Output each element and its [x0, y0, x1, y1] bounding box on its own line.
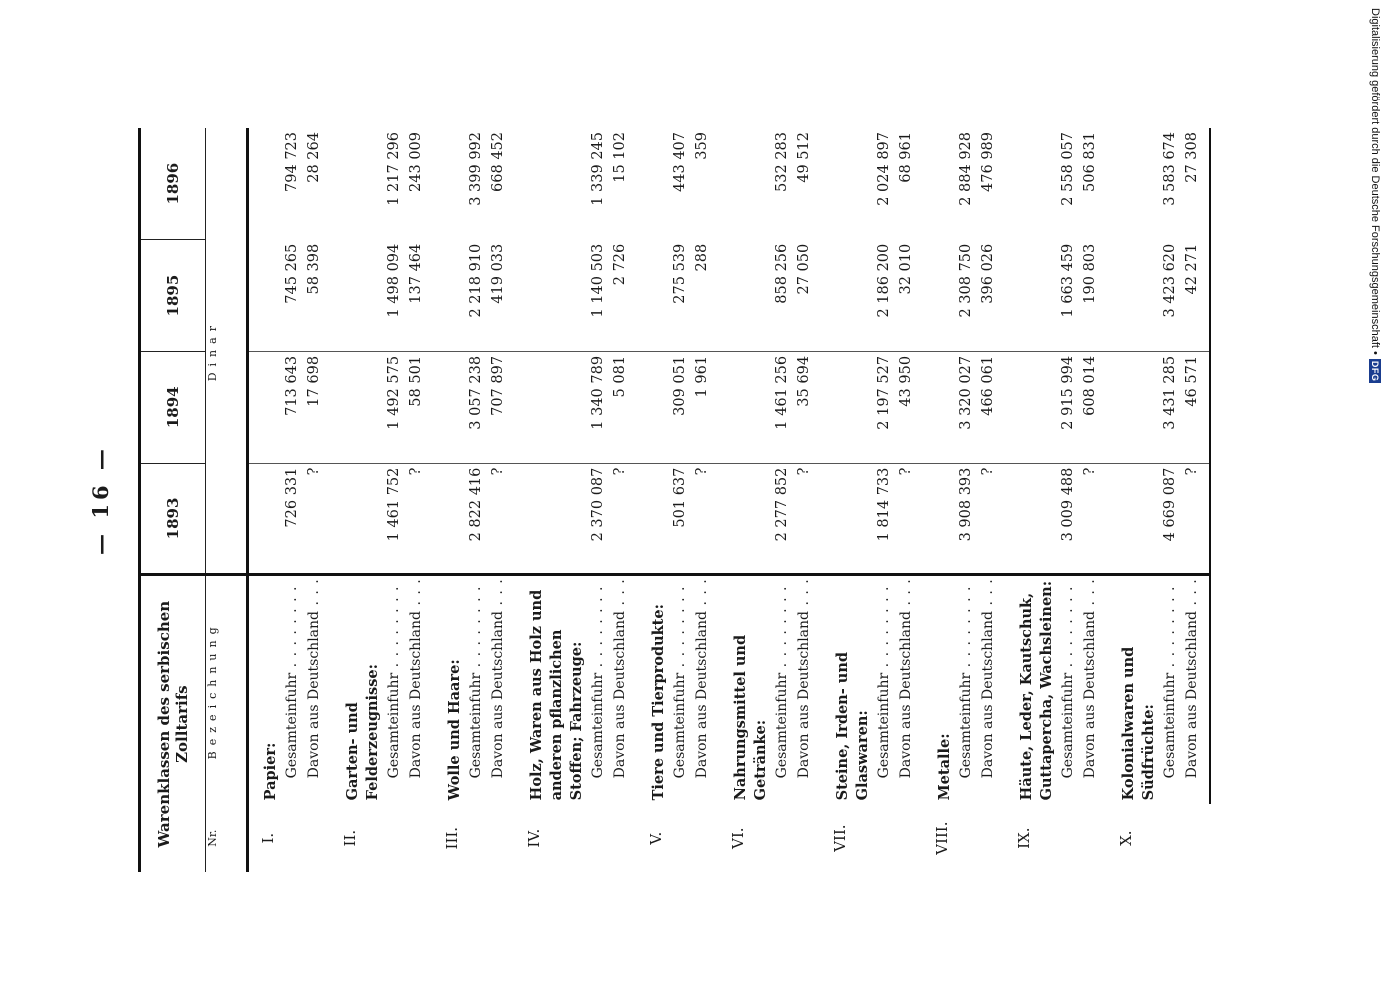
value-1895: 2 308 750: [955, 240, 977, 352]
value-1893: ?: [980, 467, 996, 476]
value-1895: 745 265: [281, 240, 303, 352]
category-name: Kolonialwaren und Südfrüchte:: [1120, 646, 1157, 801]
table-row: [895, 128, 923, 872]
row-label: Davon aus Deutschland . . .: [405, 580, 427, 800]
table-row: [465, 128, 487, 872]
value-1896: 27 308: [1184, 132, 1200, 183]
category-row: [1015, 128, 1057, 872]
value-1894: 1 461 256: [771, 351, 793, 463]
value-1895: 137 464: [405, 240, 433, 352]
row-label: Gesamteinfuhr . . .: [955, 580, 977, 800]
value-1896: 506 831: [1082, 132, 1098, 192]
category-name: Papier:: [262, 742, 279, 801]
table-row: [383, 128, 405, 872]
value-1894: 608 014: [1079, 351, 1107, 463]
table-row: [873, 128, 895, 872]
value-1893: ?: [796, 467, 812, 476]
category-row: [443, 128, 465, 872]
value-1895: 1 498 094: [383, 240, 405, 352]
row-label: Gesamteinfuhr . . .: [669, 580, 691, 800]
category-row: [525, 128, 587, 872]
subheader-row: [206, 128, 248, 872]
value-1896: 476 989: [980, 132, 996, 192]
header-year-1896: 1896: [140, 128, 206, 240]
category-row: [933, 128, 955, 872]
value-1893: ?: [408, 467, 424, 476]
value-1894: 3 057 238: [465, 351, 487, 463]
table-row: [281, 128, 303, 872]
category-name: Nahrungsmittel und Getränke:: [732, 634, 769, 801]
value-1895: 32 010: [895, 240, 923, 352]
header-unit: Dinar: [206, 128, 248, 575]
value-1895: 58 398: [303, 240, 331, 352]
dfg-logo: DFG: [1370, 360, 1380, 382]
value-1894: 43 950: [895, 351, 923, 463]
row-label: Gesamteinfuhr . . .: [873, 580, 895, 800]
value-1895: 419 033: [487, 240, 515, 352]
value-1895: 2 186 200: [873, 240, 895, 352]
table-row: [793, 128, 821, 872]
value-1896: 68 961: [898, 132, 914, 183]
row-label: Gesamteinfuhr . . .: [465, 580, 487, 800]
header-nr: Nr.: [206, 804, 248, 872]
header-year-1893: 1893: [140, 463, 206, 575]
value-1893: 501 637: [672, 467, 688, 528]
value-1895: 2 726: [609, 240, 637, 352]
value-1893: ?: [694, 467, 710, 476]
header-year-1894: 1894: [140, 351, 206, 463]
category-name: Wolle und Haare:: [446, 659, 463, 801]
table-row: [977, 128, 1005, 872]
value-1894: 5 081: [609, 351, 637, 463]
value-1893: 726 331: [284, 467, 300, 528]
value-1893: 1 461 752: [386, 467, 402, 542]
value-1893: ?: [898, 467, 914, 476]
value-1894: 713 643: [281, 351, 303, 463]
table-row: [405, 128, 433, 872]
row-label: Gesamteinfuhr . . .: [1057, 580, 1079, 800]
table-row: [955, 128, 977, 872]
row-label: Gesamteinfuhr . . .: [587, 580, 609, 800]
category-nr: III.: [443, 826, 461, 850]
value-1894: 1 340 789: [587, 351, 609, 463]
header-row: [140, 128, 206, 872]
category-nr: VI.: [729, 827, 747, 849]
value-1894: 3 320 027: [955, 351, 977, 463]
value-1893: ?: [306, 467, 322, 476]
category-row: [341, 128, 383, 872]
value-1893: ?: [1082, 467, 1098, 476]
category-row: [259, 128, 281, 872]
category-name: Steine, Irden- und Glaswaren:: [834, 651, 871, 801]
header-bezeichnung: Bezeichnung: [206, 575, 248, 805]
value-1896: 243 009: [408, 132, 424, 192]
category-nr: V.: [647, 831, 665, 845]
value-1895: 190 803: [1079, 240, 1107, 352]
table-row: [303, 128, 331, 872]
value-1893: ?: [1184, 467, 1200, 476]
row-label: Davon aus Deutschland . . .: [691, 580, 713, 800]
value-1896: 3 583 674: [1162, 132, 1178, 206]
value-1896: 443 407: [672, 132, 688, 192]
category-name: Holz, Waren aus Holz und anderen pflanzlichen Stoffen; Fahrzeuge:: [528, 589, 585, 801]
category-nr: IX.: [1015, 827, 1033, 849]
table-row: [1159, 128, 1181, 872]
table-row: [1079, 128, 1107, 872]
value-1895: 1 663 459: [1057, 240, 1079, 352]
category-name: Garten- und Felderzeugnisse:: [344, 664, 381, 801]
value-1893: 4 669 087: [1162, 467, 1178, 542]
value-1893: 2 370 087: [590, 467, 606, 542]
category-name: Metalle:: [936, 733, 953, 801]
value-1896: 2 558 057: [1060, 132, 1076, 206]
value-1894: 309 051: [669, 351, 691, 463]
value-1895: 275 539: [669, 240, 691, 352]
table-row: [587, 128, 609, 872]
value-1893: 2 277 852: [774, 467, 790, 542]
value-1895: 288: [691, 240, 719, 352]
table-row: [487, 128, 515, 872]
value-1896: 1 339 245: [590, 132, 606, 206]
value-1893: 1 814 733: [876, 467, 892, 542]
value-1894: 466 061: [977, 351, 1005, 463]
table-row: [771, 128, 793, 872]
header-year-1895: 1895: [140, 240, 206, 352]
value-1894: 1 492 575: [383, 351, 405, 463]
row-label: Davon aus Deutschland . . .: [793, 580, 815, 800]
row-label: Gesamteinfuhr . . .: [281, 580, 303, 800]
value-1895: 1 140 503: [587, 240, 609, 352]
value-1895: 396 026: [977, 240, 1005, 352]
value-1893: 3 908 393: [958, 467, 974, 542]
table-row: [1057, 128, 1079, 872]
table-row: [669, 128, 691, 872]
table-row: [609, 128, 637, 872]
row-label: Davon aus Deutschland . . .: [609, 580, 631, 800]
table-row: [1181, 128, 1209, 872]
row-label: Gesamteinfuhr . . .: [383, 580, 405, 800]
value-1895: 2 218 910: [465, 240, 487, 352]
category-row: [729, 128, 771, 872]
row-label: Davon aus Deutschland . . .: [977, 580, 999, 800]
table-row: [691, 128, 719, 872]
value-1893: ?: [490, 467, 506, 476]
value-1893: ?: [612, 467, 628, 476]
value-1894: 2 915 994: [1057, 351, 1079, 463]
header-description: Warenklassen des serbischen Zolltarifs: [140, 575, 206, 872]
row-label: Davon aus Deutschland . . .: [303, 580, 325, 800]
row-label: Gesamteinfuhr . . .: [771, 580, 793, 800]
value-1896: 15 102: [612, 132, 628, 183]
value-1893: 3 009 488: [1060, 467, 1076, 542]
value-1894: 2 197 527: [873, 351, 895, 463]
category-nr: VII.: [831, 824, 849, 852]
value-1896: 3 399 992: [468, 132, 484, 206]
value-1896: 28 264: [306, 132, 322, 183]
category-nr: II.: [341, 829, 359, 847]
value-1894: 17 698: [303, 351, 331, 463]
category-nr: X.: [1117, 830, 1135, 846]
value-1896: 2 024 897: [876, 132, 892, 206]
category-name: Tiere und Tierprodukte:: [650, 604, 667, 801]
category-row: [831, 128, 873, 872]
category-nr: I.: [259, 832, 277, 844]
table-body: [248, 128, 1211, 872]
digitization-credit: [1355, 0, 1383, 1000]
value-1893: 2 822 416: [468, 467, 484, 542]
value-1895: 858 256: [771, 240, 793, 352]
value-1895: 42 271: [1181, 240, 1209, 352]
category-name: Häute, Leder, Kautschuk, Guttapercha, Wachsleinen:: [1018, 580, 1055, 801]
category-nr: IV.: [525, 828, 543, 848]
category-row: [1117, 128, 1159, 872]
value-1896: 359: [694, 132, 710, 160]
row-label: Davon aus Deutschland . . .: [895, 580, 917, 800]
category-row: [647, 128, 669, 872]
value-1896: 532 283: [774, 132, 790, 192]
row-label: Davon aus Deutschland . . .: [1079, 580, 1101, 800]
value-1896: 1 217 296: [386, 132, 402, 206]
value-1895: 3 423 620: [1159, 240, 1181, 352]
value-1894: 58 501: [405, 351, 433, 463]
value-1894: 3 431 285: [1159, 351, 1181, 463]
value-1895: 27 050: [793, 240, 821, 352]
page-number: — 16 —: [88, 445, 113, 555]
value-1894: 707 897: [487, 351, 515, 463]
value-1894: 1 961: [691, 351, 719, 463]
value-1894: 46 571: [1181, 351, 1209, 463]
value-1896: 668 452: [490, 132, 506, 192]
value-1894: 35 694: [793, 351, 821, 463]
row-label: Davon aus Deutschland . . .: [487, 580, 509, 800]
row-label: Gesamteinfuhr . . .: [1159, 580, 1181, 800]
credit-text: Digitalisierung gefördert durch die Deutsche Forschungsgemeinschaft •: [1369, 8, 1381, 355]
value-1896: 2 884 928: [958, 132, 974, 206]
value-1896: 49 512: [796, 132, 812, 183]
import-table: [138, 128, 1211, 872]
value-1896: 794 723: [284, 132, 300, 192]
row-label: Davon aus Deutschland . . .: [1181, 580, 1203, 800]
category-nr: VIII.: [933, 821, 951, 855]
